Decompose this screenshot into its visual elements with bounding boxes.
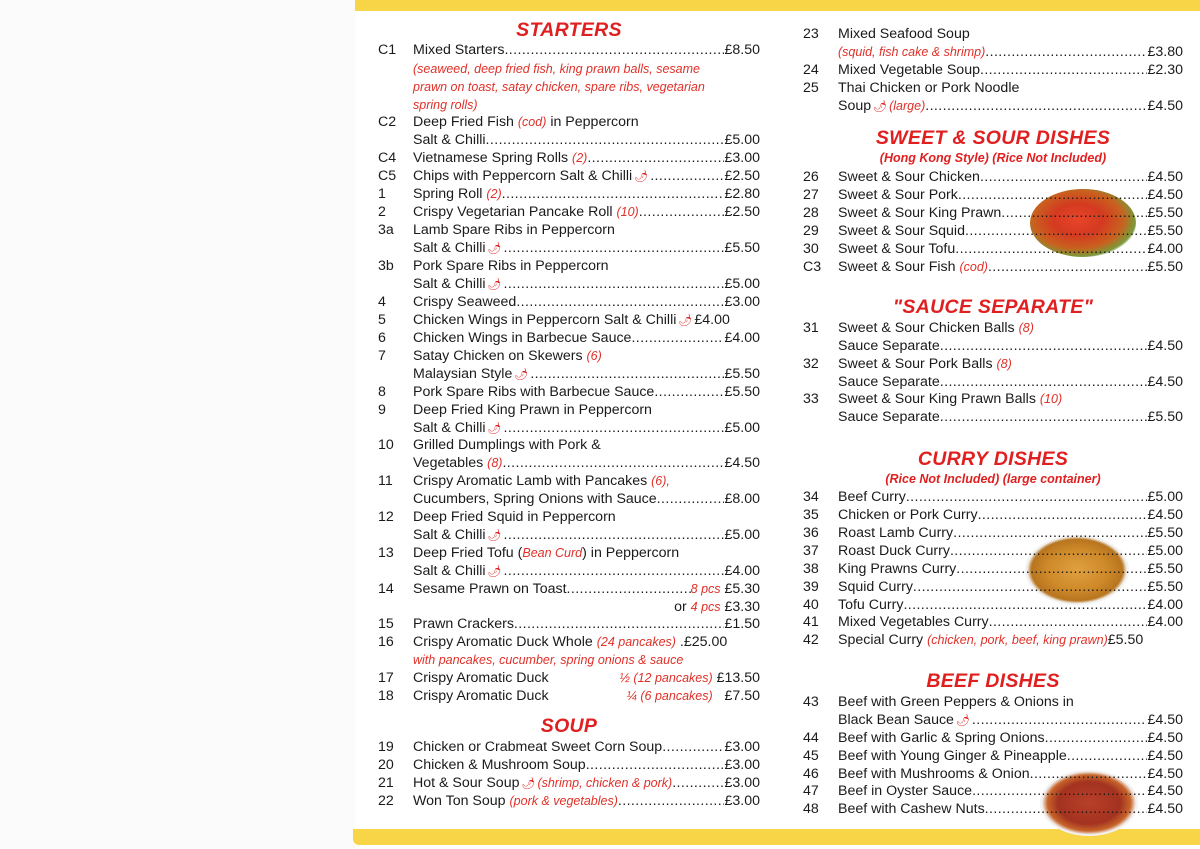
item-price: £3.00 (724, 775, 760, 791)
item-number: 41 (803, 614, 819, 630)
item-name: Sweet & Sour King Prawn Balls (838, 391, 1036, 407)
item-price: £5.00 (724, 276, 760, 292)
item-name: Mixed Vegetables Curry (838, 614, 989, 630)
item-name: Prawn Crackers (413, 616, 514, 632)
item-price: £4.50 (1147, 748, 1183, 764)
item-price: £5.50 (1147, 561, 1183, 577)
menu-item (378, 738, 760, 756)
menu-item (803, 168, 1183, 186)
item-name: Deep Fried King Prawn in Peppercorn (413, 402, 652, 418)
menu-item (378, 436, 760, 454)
item-name: Chips with Peppercorn Salt & Chilli (413, 168, 633, 184)
item-name: Crispy Aromatic Duck Whole (413, 634, 593, 650)
menu-item (378, 419, 760, 437)
menu-item (803, 506, 1183, 524)
item-number: C1 (378, 42, 397, 58)
item-number: C3 (803, 259, 822, 275)
menu-item (803, 204, 1183, 222)
item-name: Crispy Vegetarian Pancake Roll (413, 204, 613, 220)
item-name: Sauce Separate (838, 338, 940, 354)
menu-item (378, 544, 760, 562)
item-name: Sauce Separate (838, 374, 940, 390)
chili-pepper-icon: 🌶 (514, 369, 529, 381)
item-name: Chicken or Pork Curry (838, 507, 978, 523)
menu-item (803, 43, 1183, 61)
item-name: Black Bean Sauce (838, 712, 954, 728)
menu-item (803, 240, 1183, 258)
item-price: £4.50 (1147, 801, 1183, 817)
item-number: 18 (378, 688, 394, 704)
item-name: Beef with Mushrooms & Onion (838, 766, 1030, 782)
item-number: 20 (378, 757, 394, 773)
item-name: Beef with Green Peppers & Onions in (838, 694, 1074, 710)
item-note: (shrimp, chicken & pork) (537, 776, 673, 790)
item-price: £3.00 (724, 757, 760, 773)
item-number: 44 (803, 730, 819, 746)
item-name-cont: ) in Peppercorn (582, 545, 680, 561)
chili-pepper-icon: 🌶 (634, 171, 649, 183)
item-name: Pork Spare Ribs in Peppercorn (413, 258, 609, 274)
menu-item (378, 454, 760, 472)
item-number: 11 (378, 473, 393, 489)
item-number: 1 (378, 186, 386, 202)
menu-item (803, 524, 1183, 542)
item-name: Salt & Chilli (413, 563, 486, 579)
item-name: Deep Fried Fish (413, 114, 514, 130)
item-note: (squid, fish cake & shrimp) (838, 45, 986, 59)
item-name: Beef Curry (838, 489, 906, 505)
item-number: 29 (803, 223, 819, 239)
menu-item (803, 79, 1183, 97)
item-number: 21 (378, 775, 394, 791)
item-price: £5.50 (1107, 632, 1144, 648)
item-price: £4.50 (1147, 98, 1183, 114)
menu-item (803, 578, 1183, 596)
item-number: 10 (378, 437, 394, 453)
menu-item (803, 542, 1183, 560)
menu-item (803, 408, 1183, 426)
item-note: (8) (1018, 321, 1034, 335)
item-description: (seaweed, deep fried fish, king prawn balls, sesame (413, 62, 700, 76)
menu-item (378, 365, 760, 383)
item-number: 6 (378, 330, 386, 346)
menu-item (378, 221, 760, 239)
item-number: 45 (803, 748, 819, 764)
item-name: or (674, 599, 687, 615)
item-price: £4.00 (1147, 614, 1183, 630)
menu-item (803, 390, 1183, 408)
item-number: 4 (378, 294, 386, 310)
menu-item (378, 203, 760, 221)
menu-item (378, 149, 760, 167)
item-price: £4.00 (724, 563, 760, 579)
beef-heading: BEEF DISHES (926, 670, 1060, 692)
item-number: 2 (378, 204, 386, 220)
item-name: Vegetables (413, 455, 484, 471)
item-name: Soup (838, 98, 872, 114)
menu-item (378, 383, 760, 401)
item-note: ½ (12 pancakes) (619, 671, 713, 685)
menu-item (378, 347, 760, 365)
item-price: £3.00 (724, 294, 760, 310)
item-number: C4 (378, 150, 397, 166)
menu-item (803, 765, 1183, 783)
item-number: 42 (803, 632, 819, 648)
menu-item (803, 800, 1183, 818)
item-number: 46 (803, 766, 819, 782)
chili-pepper-icon: 🌶 (678, 315, 693, 327)
item-number: 43 (803, 694, 819, 710)
menu-item (803, 61, 1183, 79)
item-name: Beef with Young Ginger & Pineapple (838, 748, 1067, 764)
item-price: £4.50 (1147, 169, 1183, 185)
item-price: £8.00 (724, 491, 760, 507)
item-name: Chicken Wings in Barbecue Sauce (413, 330, 632, 346)
menu-item (803, 596, 1183, 614)
item-price: £5.00 (724, 420, 760, 436)
item-price: £2.80 (724, 186, 760, 202)
sweet-sour-heading: SWEET & SOUR DISHES (875, 127, 1111, 149)
item-price: £8.50 (724, 42, 760, 58)
curry-subheading: (Rice Not Included) (large container) (885, 472, 1101, 486)
item-name: Sweet & Sour Pork Balls (838, 356, 993, 372)
chili-pepper-icon: 🌶 (487, 279, 502, 291)
item-name: Sweet & Sour Pork (838, 187, 958, 203)
item-name: Roast Duck Curry (838, 543, 950, 559)
menu-item (378, 293, 760, 311)
item-number: 48 (803, 801, 819, 817)
menu-item (803, 337, 1183, 355)
item-note: (8) (487, 456, 503, 470)
item-note: 4 pcs (690, 600, 721, 614)
sweet-sour-subheading: (Hong Kong Style) (Rice Not Included) (879, 151, 1107, 165)
item-name: Salt & Chilli (413, 132, 486, 148)
item-number: 31 (803, 320, 819, 336)
item-price: £4.50 (1147, 712, 1183, 728)
menu-item (378, 687, 760, 705)
item-price: £4.50 (1147, 338, 1183, 354)
item-price: £5.50 (724, 240, 760, 256)
menu-item (378, 562, 760, 580)
menu-item (378, 329, 760, 347)
menu-item (378, 113, 760, 131)
item-price: £5.50 (1147, 223, 1183, 239)
item-number: 8 (378, 384, 386, 400)
item-name: Crispy Aromatic Lamb with Pancakes (413, 473, 648, 489)
item-name: Spring Roll (413, 186, 483, 202)
item-name: Mixed Seafood Soup (838, 26, 970, 42)
menu-item (803, 186, 1183, 204)
menu-item (803, 222, 1183, 240)
item-name: Beef in Oyster Sauce (838, 783, 973, 799)
chili-pepper-icon: 🌶 (487, 530, 502, 542)
menu-item (378, 472, 760, 490)
item-name: Crispy Aromatic Duck (413, 688, 549, 704)
item-price: £13.50 (716, 670, 760, 686)
item-name: Sweet & Sour Squid (838, 223, 965, 239)
item-price: £3.30 (724, 599, 760, 615)
menu-item (378, 239, 760, 257)
item-number: 36 (803, 525, 819, 541)
menu-item (378, 41, 760, 59)
item-note: Bean Curd (522, 546, 583, 560)
item-number: C2 (378, 114, 397, 130)
item-price: £4.00 (694, 312, 730, 328)
item-price: £5.50 (724, 366, 760, 382)
sauce-separate-heading: "SAUCE SEPARATE" (892, 296, 1094, 318)
menu-item (378, 774, 760, 792)
chili-pepper-icon: 🌶 (487, 243, 502, 255)
item-note: (2) (572, 151, 588, 165)
item-name: Deep Fried Squid in Peppercorn (413, 509, 616, 525)
item-name: Vietnamese Spring Rolls (413, 150, 569, 166)
item-price: £5.00 (1147, 489, 1183, 505)
menu-item (803, 355, 1183, 373)
menu-item (378, 598, 760, 616)
item-note: (2) (486, 187, 502, 201)
item-number: 38 (803, 561, 819, 577)
item-name: Special Curry (838, 632, 924, 648)
item-price: .£25.00 (679, 634, 728, 650)
item-number: 3b (378, 258, 394, 274)
item-price: £2.50 (724, 168, 760, 184)
menu-item (378, 669, 760, 687)
item-number: 16 (378, 634, 394, 650)
item-name: Chicken & Mushroom Soup (413, 757, 586, 773)
item-number: 7 (378, 348, 386, 364)
menu-item (378, 615, 760, 633)
item-number: 13 (378, 545, 394, 561)
item-note: (10) (1039, 392, 1063, 406)
menu-item (378, 508, 760, 526)
item-price: £2.30 (1147, 62, 1183, 78)
menu-item (378, 490, 760, 508)
item-number: 39 (803, 579, 819, 595)
item-note: (cod) (959, 260, 988, 274)
item-name: Lamb Spare Ribs in Peppercorn (413, 222, 615, 238)
item-note: (10) (616, 205, 639, 219)
menu-item (378, 185, 760, 203)
menu-item (378, 257, 760, 275)
item-note: ¼ (6 pancakes) (626, 689, 713, 703)
item-number: 19 (378, 739, 394, 755)
item-price: £5.50 (724, 384, 760, 400)
item-note: (6) (586, 349, 602, 363)
item-price: £4.50 (1147, 187, 1183, 203)
item-name: Crispy Aromatic Duck (413, 670, 549, 686)
item-price: £3.80 (1147, 44, 1183, 60)
item-description: spring rolls) (413, 98, 478, 112)
item-name: Sweet & Sour Fish (838, 259, 956, 275)
item-name: Beef with Garlic & Spring Onions (838, 730, 1045, 746)
menu-item (378, 756, 760, 774)
menu-item (803, 729, 1183, 747)
menu-item (803, 319, 1183, 337)
item-number: 9 (378, 402, 386, 418)
item-price: £4.50 (1147, 374, 1183, 390)
item-name: Salt & Chilli (413, 240, 486, 256)
item-number: 32 (803, 356, 819, 372)
item-price: £4.50 (1147, 507, 1183, 523)
item-price: £4.00 (724, 330, 760, 346)
item-price: £4.50 (1147, 730, 1183, 746)
item-price: £4.50 (724, 455, 760, 471)
item-price: £5.00 (724, 132, 760, 148)
item-note: (6), (651, 474, 670, 488)
item-name: Beef with Cashew Nuts (838, 801, 985, 817)
item-number: 40 (803, 597, 819, 613)
item-number: 23 (803, 26, 819, 42)
item-name: Sesame Prawn on Toast (413, 581, 567, 597)
item-price: £3.00 (724, 739, 760, 755)
item-name: Roast Lamb Curry (838, 525, 954, 541)
item-number: 37 (803, 543, 819, 559)
menu-item (378, 526, 760, 544)
item-number: C5 (378, 168, 397, 184)
menu-item (803, 747, 1183, 765)
item-name: King Prawns Curry (838, 561, 957, 577)
chili-pepper-icon: 🌶 (487, 566, 502, 578)
item-number: 5 (378, 312, 386, 328)
starters-heading: STARTERS (516, 19, 622, 41)
item-name: Tofu Curry (838, 597, 904, 613)
item-name: Chicken or Crabmeat Sweet Corn Soup (413, 739, 663, 755)
item-name: Mixed Vegetable Soup (838, 62, 980, 78)
item-price: £5.50 (1147, 409, 1183, 425)
item-note: (large) (889, 99, 926, 113)
item-name: Salt & Chilli (413, 420, 486, 436)
item-name: Mixed Starters (413, 42, 505, 58)
item-number: 12 (378, 509, 394, 525)
item-note: (pork & vegetables) (509, 794, 618, 808)
menu-item (803, 782, 1183, 800)
item-price: £4.00 (1147, 597, 1183, 613)
item-name: Sauce Separate (838, 409, 940, 425)
item-name: Deep Fried Tofu ( (413, 545, 523, 561)
menu-item (803, 258, 1183, 276)
item-number: 14 (378, 581, 394, 597)
menu-item (378, 580, 760, 598)
item-price: £5.50 (1147, 259, 1183, 275)
item-note: (8) (996, 357, 1012, 371)
item-price: £5.50 (1147, 525, 1183, 541)
chili-pepper-icon: 🌶 (487, 423, 502, 435)
item-name: Salt & Chilli (413, 527, 486, 543)
menu-item (378, 792, 760, 810)
item-number: 35 (803, 507, 819, 523)
item-name-cont: in Peppercorn (550, 114, 639, 130)
item-price: £4.50 (1147, 783, 1183, 799)
item-number: 22 (378, 793, 394, 809)
item-price: £3.00 (724, 793, 760, 809)
item-number: 15 (378, 616, 394, 632)
item-name: Pork Spare Ribs with Barbecue Sauce (413, 384, 655, 400)
item-name: Sweet & Sour Chicken Balls (838, 320, 1015, 336)
item-name: Sweet & Sour Chicken (838, 169, 980, 185)
menu-item (378, 167, 760, 185)
menu-item (803, 488, 1183, 506)
item-name: Won Ton Soup (413, 793, 506, 809)
item-name: Satay Chicken on Skewers (413, 348, 583, 364)
menu-item (803, 373, 1183, 391)
item-number: 24 (803, 62, 819, 78)
item-price: £2.50 (724, 204, 760, 220)
item-price: £3.00 (724, 150, 760, 166)
item-name: Salt & Chilli (413, 276, 486, 292)
item-number: 25 (803, 80, 819, 96)
item-number: 27 (803, 187, 819, 203)
menu-item (803, 613, 1183, 631)
item-name: Crispy Seaweed (413, 294, 517, 310)
item-note: (chicken, pork, beef, king prawn) (927, 633, 1108, 647)
item-number: 3a (378, 222, 394, 238)
item-name: Squid Curry (838, 579, 913, 595)
chili-pepper-icon: 🌶 (521, 778, 536, 790)
chili-pepper-icon: 🌶 (873, 101, 888, 113)
menu-item (378, 275, 760, 293)
item-number: 33 (803, 391, 819, 407)
menu-item (803, 631, 1183, 649)
item-number: 17 (378, 670, 394, 686)
item-price: £5.30 (724, 581, 760, 597)
menu-item (803, 693, 1183, 711)
menu-item (803, 711, 1183, 729)
item-price: £5.00 (724, 527, 760, 543)
menu-item (803, 560, 1183, 578)
menu-item (803, 25, 1183, 43)
item-note: (cod) (517, 115, 547, 129)
item-number: 26 (803, 169, 819, 185)
top-yellow-band (355, 0, 1200, 11)
menu-item (378, 131, 760, 149)
item-price: £4.00 (1147, 241, 1183, 257)
item-price: £4.50 (1147, 766, 1183, 782)
blank-left-margin (0, 0, 355, 849)
item-price: £1.50 (724, 616, 760, 632)
item-name: Sweet & Sour King Prawn (838, 205, 1002, 221)
item-name: Malaysian Style (413, 366, 513, 382)
item-name: Hot & Sour Soup (413, 775, 520, 791)
menu-item (803, 97, 1183, 115)
item-name: Chicken Wings in Peppercorn Salt & Chilli (413, 312, 677, 328)
item-name: Sweet & Sour Tofu (838, 241, 956, 257)
item-price: £5.50 (1147, 205, 1183, 221)
item-name: Cucumbers, Spring Onions with Sauce (413, 491, 657, 507)
item-description: with pancakes, cucumber, spring onions & sauce (413, 653, 684, 667)
item-price: £5.00 (1147, 543, 1183, 559)
item-note: (24 pancakes) (596, 635, 676, 649)
menu-item (378, 633, 760, 651)
soup-heading: SOUP (540, 715, 598, 737)
item-number: 47 (803, 783, 819, 799)
item-number: 28 (803, 205, 819, 221)
menu-item (378, 311, 760, 329)
item-name: Grilled Dumplings with Pork & (413, 437, 601, 453)
item-number: 34 (803, 489, 819, 505)
item-name: Thai Chicken or Pork Noodle (838, 80, 1020, 96)
item-number: 30 (803, 241, 819, 257)
menu-item (378, 401, 760, 419)
chili-pepper-icon: 🌶 (955, 715, 970, 727)
item-note: 8 pcs (690, 582, 721, 596)
item-price: £5.50 (1147, 579, 1183, 595)
item-description: prawn on toast, satay chicken, spare ribs, vegetarian (413, 80, 705, 94)
curry-heading: CURRY DISHES (917, 448, 1069, 470)
item-price: £7.50 (724, 688, 760, 704)
